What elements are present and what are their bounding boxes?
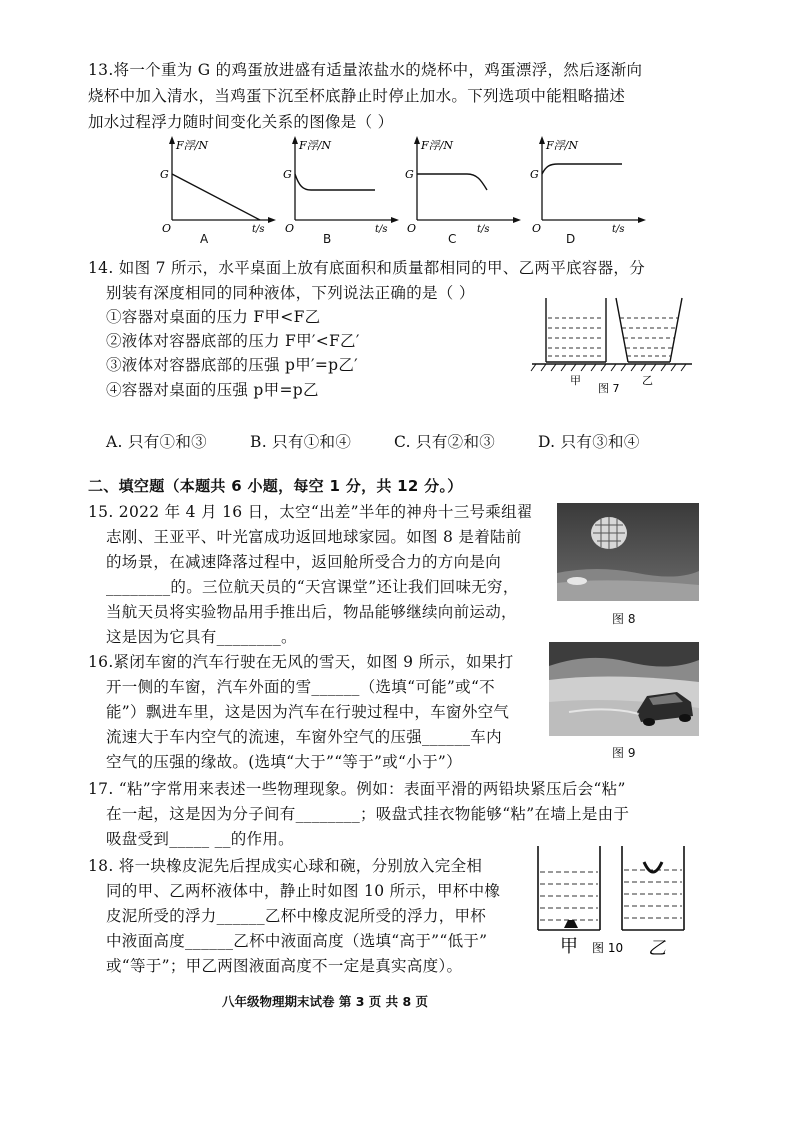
- fig7-label-jia: 甲: [570, 374, 581, 387]
- q13-a-ylabel: F浮/N: [176, 139, 208, 152]
- figure-10: [530, 840, 695, 965]
- q16-line-1: 16.紧闭车窗的汽车行驶在无风的雪天，如图 9 所示，如果打: [88, 653, 514, 671]
- q13-a-origin: O: [162, 222, 172, 235]
- fig9-caption: 图 9: [612, 746, 636, 760]
- fig10-label-yi: 乙: [648, 938, 666, 959]
- q13-c-ylabel: F浮/N: [421, 139, 453, 152]
- q13-b-ylabel: F浮/N: [299, 139, 331, 152]
- q13-graph-a: [160, 134, 280, 244]
- page-footer: 八年级物理期末试卷 第 3 页 共 8 页: [222, 994, 429, 1009]
- q18-line-2: 同的甲、乙两杯液体中，静止时如图 10 所示，甲杯中橡: [106, 882, 501, 900]
- q13-graph-b: [283, 134, 403, 244]
- q18-line-1: 18. 将一块橡皮泥先后捏成实心球和碗，分别放入完全相: [88, 857, 483, 875]
- fig8-caption: 图 8: [612, 612, 636, 626]
- q16-line-2: 开一侧的车窗，汽车外面的雪______（选填“可能”或“不: [106, 678, 495, 696]
- figure-7: [530, 292, 695, 400]
- q17-line-1: 17. “粘”字常用来表述一些物理现象。例如：表面平滑的两铅块紧压后会“粘”: [88, 780, 626, 798]
- fig7-caption: 图 7: [598, 382, 620, 395]
- q13-option-b: B: [323, 232, 332, 246]
- q17-line-3: 吸盘受到_____ __的作用。: [106, 830, 294, 848]
- q16-line-5: 空气的压强的缘故。(选填“大于”“等于”或“小于”）: [106, 753, 462, 771]
- q14-statement-4: ④容器对桌面的压强 p甲=p乙: [106, 381, 319, 399]
- q18-line-5: 或“等于”；甲乙两图液面高度不一定是真实高度）。: [106, 957, 463, 975]
- q13-line-3: 加水过程浮力随时间变化关系的图像是（ ）: [88, 113, 394, 131]
- q13-line-2: 烧杯中加入清水，当鸡蛋下沉至杯底静止时停止加水。下列选项中能粗略描述: [88, 87, 626, 105]
- figure-8-photo: [557, 503, 699, 601]
- fig10-caption: 图 10: [592, 941, 624, 955]
- section-2-title: 二、填空题（本题共 6 小题，每空 1 分，共 12 分。）: [88, 477, 463, 495]
- q15-line-1: 15. 2022 年 4 月 16 日，太空“出差”半年的神舟十三号乘组翟: [88, 503, 533, 521]
- q14-choice-a: A. 只有①和③: [106, 433, 207, 451]
- q14-line-1: 14. 如图 7 所示，水平桌面上放有底面积和质量都相同的甲、乙两平底容器，分: [88, 259, 645, 277]
- q16-line-3: 能”）飘进车里，这是因为汽车在行驶过程中，车窗外空气: [106, 703, 510, 721]
- fig10-label-jia: 甲: [560, 936, 578, 957]
- q13-c-xlabel: t/s: [477, 224, 490, 235]
- q15-line-3: 的场景，在减速降落过程中，返回舱所受合力的方向是向: [106, 553, 502, 571]
- q13-b-origin: O: [285, 222, 295, 235]
- q18-line-3: 皮泥所受的浮力______乙杯中橡皮泥所受的浮力，甲杯: [106, 907, 487, 925]
- q13-graph-c: [405, 134, 525, 244]
- q13-option-a: A: [200, 232, 209, 246]
- q18-line-4: 中液面高度______乙杯中液面高度（选填“高于”“低于”: [106, 932, 488, 950]
- q13-option-d: D: [566, 232, 576, 246]
- q13-d-origin: O: [532, 222, 542, 235]
- q13-b-g: G: [283, 168, 292, 181]
- q14-statement-3: ③液体对容器底部的压强 p甲′=p乙′: [106, 356, 358, 374]
- q15-line-4: ________的。三位航天员的“天宫课堂”还让我们回味无穷，: [106, 578, 519, 596]
- q14-choice-c: C. 只有②和③: [394, 433, 496, 451]
- q15-line-5: 当航天员将实验物品用手推出后，物品能够继续向前运动，: [106, 603, 517, 621]
- q14-line-2: 别装有深度相同的同种液体，下列说法正确的是（ ）: [106, 284, 475, 302]
- q13-b-xlabel: t/s: [375, 224, 388, 235]
- figure-9-photo: [549, 642, 699, 736]
- q17-line-2: 在一起，这是因为分子间有________；吸盘式挂衣物能够“粘”在墙上是由于: [106, 805, 630, 823]
- q13-c-origin: O: [407, 222, 417, 235]
- q13-d-xlabel: t/s: [612, 224, 625, 235]
- q15-line-2: 志刚、王亚平、叶光富成功返回地球家园。如图 8 是着陆前: [106, 528, 522, 546]
- q13-option-c: C: [448, 232, 457, 246]
- q13-c-g: G: [405, 168, 414, 181]
- q14-choice-b: B. 只有①和④: [250, 433, 352, 451]
- fig7-label-yi: 乙: [642, 374, 653, 387]
- clay-ball: [564, 920, 578, 928]
- q13-a-g: G: [160, 168, 169, 181]
- q13-d-ylabel: F浮/N: [546, 139, 578, 152]
- q14-choice-d: D. 只有③和④: [538, 433, 640, 451]
- q14-statement-2: ②液体对容器底部的压力 F甲′<F乙′: [106, 332, 360, 350]
- q13-line-1: 13.将一个重为 G 的鸡蛋放进盛有适量浓盐水的烧杯中，鸡蛋漂浮，然后逐渐向: [88, 61, 643, 79]
- q14-statement-1: ①容器对桌面的压力 F甲<F乙: [106, 308, 321, 326]
- q16-line-4: 流速大于车内空气的流速，车窗外空气的压强______车内: [106, 728, 502, 746]
- q13-d-g: G: [530, 168, 539, 181]
- q13-a-xlabel: t/s: [252, 224, 265, 235]
- q15-line-6: 这是因为它具有________。: [106, 628, 297, 646]
- q13-graph-d: [530, 134, 650, 244]
